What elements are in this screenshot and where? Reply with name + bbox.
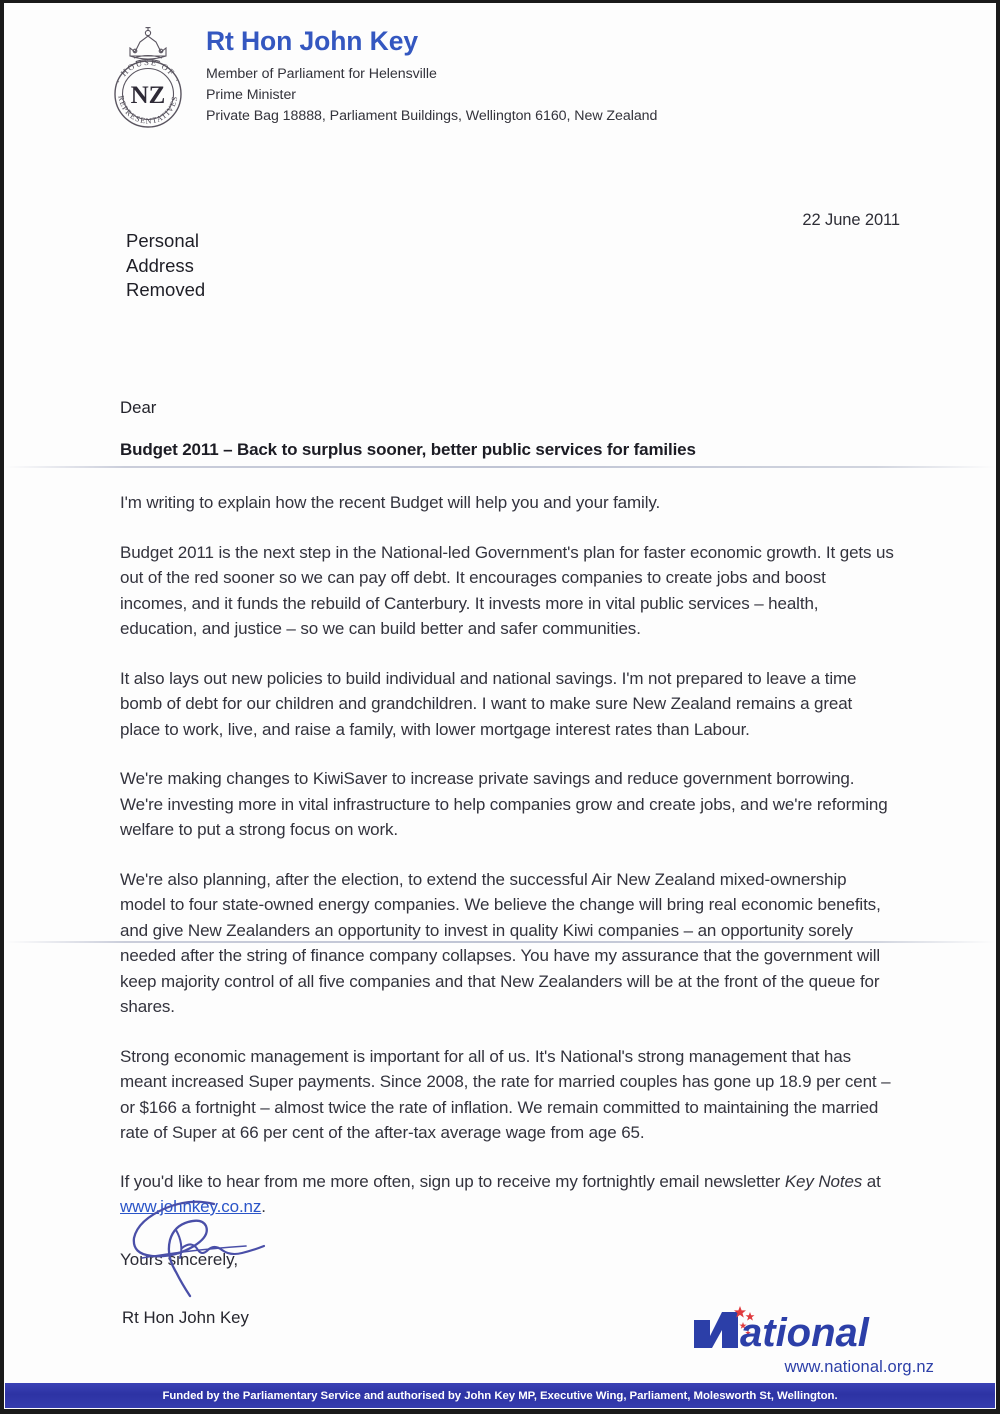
letterhead xyxy=(104,22,657,134)
salutation: Dear xyxy=(120,398,157,417)
johnkey-website-link[interactable]: www.johnkey.co.nz xyxy=(120,1197,262,1216)
svg-text:REPRESENTATIVES: REPRESENTATIVES xyxy=(116,94,180,126)
recipient-line-2: Address xyxy=(126,254,194,276)
newsletter-text-after: . xyxy=(261,1197,266,1216)
svg-text:NZ: NZ xyxy=(130,82,166,109)
letter-headline: Budget 2011 – Back to surplus sooner, better public services for families xyxy=(120,440,696,459)
paragraph-savings: It also lays out new policies to build individual and national savings. I'm not prepared to leave a time bomb of debt for our children and grandchildren. I want to make sure New Zealand remains a great place to work, live, and raise a family, with lower mortgage interest rates than Labour. xyxy=(120,668,857,739)
letterhead-postal-address: Private Bag 18888, Parliament Buildings, Wellington 6160, New Zealand xyxy=(206,107,658,124)
authorisation-footer-bar xyxy=(5,1383,995,1408)
nz-house-of-representatives-crest-icon xyxy=(104,22,192,134)
scan-edge-bottom xyxy=(0,1409,1000,1414)
scan-edge-top xyxy=(0,0,1000,3)
letterhead-role-title: Prime Minister xyxy=(206,86,296,103)
handwritten-signature-icon xyxy=(118,1196,318,1306)
paragraph-kiwisaver: We're making changes to KiwiSaver to increase private savings and reduce government borrowing. We're investing more in vital infrastructure to help companies grow and create jobs, and we're reforming welfare to put a strong focus on work. xyxy=(120,769,888,839)
paragraph-superannuation: Strong economic management is important for all of us. It's National's strong management that has meant increased Super payments. Since 2008, the rate for married couples has gone up 18.9 per cent – or $166 a fortnight – almost twice the rate of inflation. We remain committed to maintaining the married rate of Super at 66 per cent of the after-tax average wage from age 65. xyxy=(120,1046,891,1142)
letterhead-role-electorate: Member of Parliament for Helensville xyxy=(206,65,437,82)
sign-off: Yours sincerely, xyxy=(120,1249,239,1269)
recipient-line-1: Personal xyxy=(126,230,200,251)
national-party-logo xyxy=(688,1302,938,1377)
recipient-line-3: Removed xyxy=(126,279,206,301)
newsletter-text-before: If you'd like to hear from me more often, sign up to receive my fortnightly email newsletter xyxy=(120,1171,785,1191)
newsletter-title: Key Notes xyxy=(784,1171,863,1191)
paragraph-intro: I'm writing to explain how the recent Budget will help you and your family. xyxy=(120,493,661,512)
paragraph-budget-plan: Budget 2011 is the next step in the National-led Government's plan for faster economic growth. It gets us out of the red sooner so we can pay off debt. It encourages companies to create jobs and boost incomes, and it funds the rebuild of Canterbury. It invests more in vital public services – health, education, and justice – so we can build better and safer communities. xyxy=(120,542,894,638)
newsletter-text-middle: at xyxy=(862,1171,881,1191)
letterhead-name: Rt Hon John Key xyxy=(206,26,418,56)
letter-date: 22 June 2011 xyxy=(802,211,900,229)
scan-edge-left xyxy=(0,0,4,1414)
national-website-url[interactable]: www.national.org.nz xyxy=(784,1358,934,1376)
scan-edge-right xyxy=(996,0,1000,1414)
authorisation-statement: Funded by the Parliamentary Service and authorised by John Key MP, Executive Wing, Parliament, Molesworth St, Wellington. xyxy=(162,1389,838,1402)
letter-body xyxy=(120,398,896,1270)
signature-name: Rt Hon John Key xyxy=(122,1308,249,1327)
recipient-address-block xyxy=(126,229,205,303)
paragraph-mixed-ownership: We're also planning, after the election, to extend the successful Air New Zealand mixed-ownership model to four state-owned energy companies. We believe the change will bring real economic benefits, and give New Zealanders an opportunity to invest in quality Kiwi companies – an opportunity sorely needed after the string of finance company collapses. You have my assurance that the government will keep majority control of all five companies and that New Zealanders will be at the front of the queue for shares. xyxy=(120,869,881,1016)
svg-text:ational: ational xyxy=(740,1311,869,1355)
national-wordmark xyxy=(688,1302,938,1356)
svg-text:· HOUSE OF ·: · HOUSE OF · xyxy=(113,56,183,86)
